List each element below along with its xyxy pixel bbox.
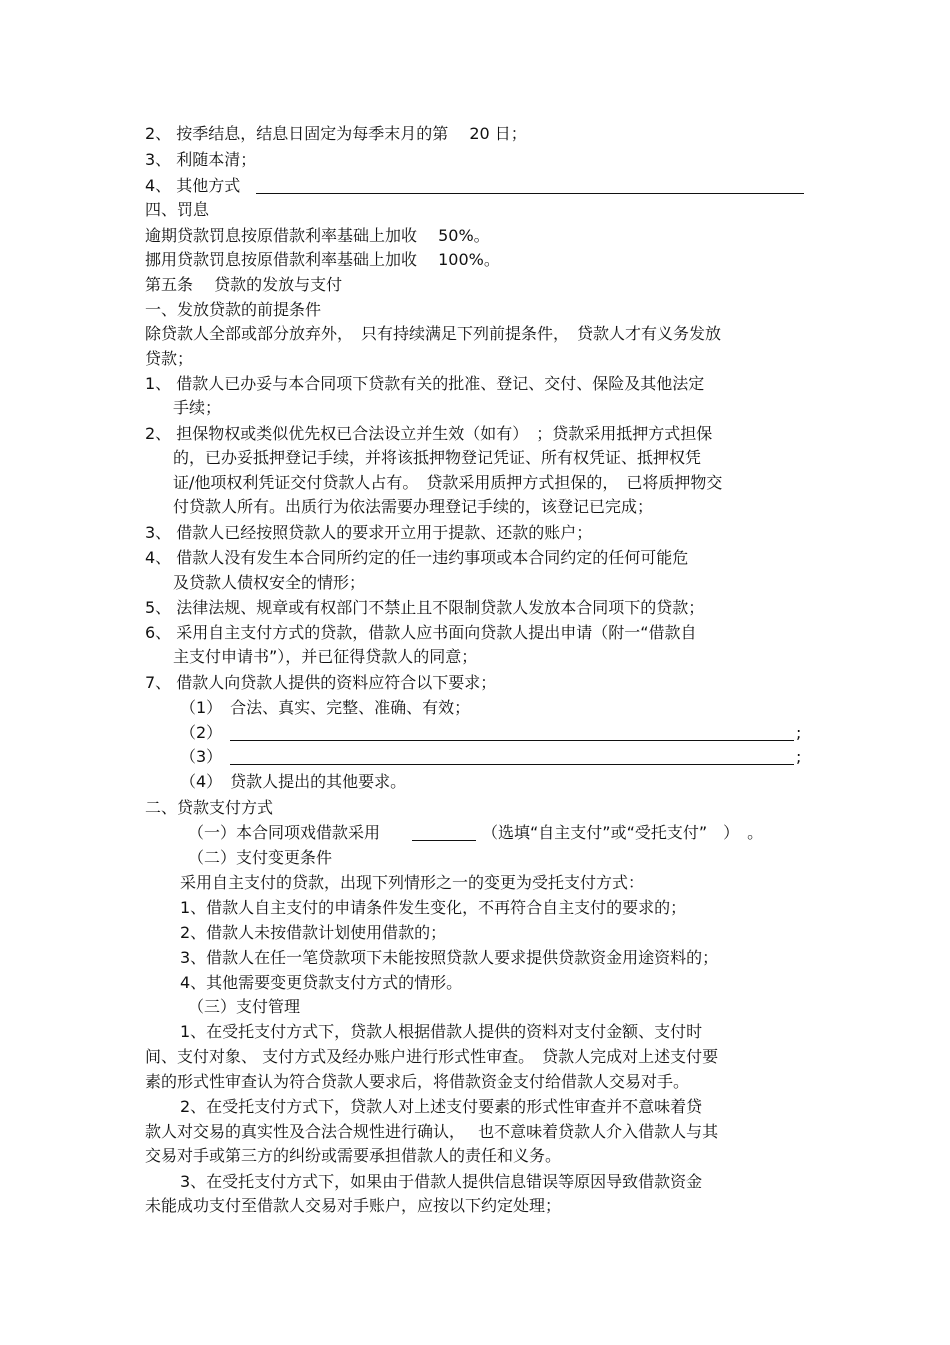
fill-in-blank: [230, 740, 794, 741]
subsection-heading: （二）支付变更条件: [188, 848, 333, 867]
text-line: 5、 法律法规、规章或有权部门不禁止且不限制贷款人发放本合同项下的贷款；: [145, 598, 705, 617]
text-line: 3、 借款人已经按照贷款人的要求开立用于提款、还款的账户；: [145, 523, 593, 542]
text-line: 1、 借款人已办妥与本合同项下贷款有关的批准、登记、交付、保险及其他法定: [145, 374, 705, 393]
text-line: 间、支付对象、 支付方式及经办账户进行形式性审查。 贷款人完成对上述支付要: [145, 1047, 719, 1066]
section-heading: 一、发放贷款的前提条件: [145, 300, 322, 319]
text-line: 1、借款人自主支付的申请条件发生变化，不再符合自主支付的要求的；: [180, 898, 687, 917]
text-line: 2、 担保物权或类似优先权已合法设立并生效（如有） ；贷款采用抵押方式担保: [145, 424, 713, 443]
text-line: 4、 借款人没有发生本合同所约定的任一违约事项或本合同约定的任何可能危: [145, 548, 689, 567]
text-line: 2、 按季结息，结息日固定为每季末月的第 20 日；: [145, 124, 527, 143]
fill-in-blank: [256, 193, 804, 194]
text-line: 除贷款人全部或部分放弃外， 只有持续满足下列前提条件， 贷款人才有义务发放: [145, 324, 722, 343]
text-line: （3）: [180, 747, 223, 766]
subsection-heading: （三）支付管理: [188, 997, 301, 1016]
text-line: 款人对交易的真实性及合法合规性进行确认， 也不意味着贷款人介入借款人与其: [145, 1122, 719, 1141]
text-line: （4） 贷款人提出的其他要求。: [180, 772, 407, 791]
text-line: 2、借款人未按借款计划使用借款的；: [180, 923, 447, 942]
text-line: 挪用贷款罚息按原借款利率基础上加收 100%。: [145, 250, 500, 269]
text-line: 3、 利随本清；: [145, 150, 257, 169]
text-line: 交易对手或第三方的纠纷或需要承担借款人的责任和义务。: [145, 1146, 562, 1165]
text-line: 付贷款人所有。出质行为依法需要办理登记手续的，该登记已完成；: [173, 497, 654, 516]
text-line: （2）: [180, 723, 223, 742]
semicolon: ;: [796, 747, 802, 766]
text-line: 7、 借款人向贷款人提供的资料应符合以下要求；: [145, 673, 497, 692]
text-line: 4、 其他方式: [145, 176, 241, 195]
text-line: （一）本合同项戏借款采用: [188, 823, 381, 842]
section-heading: 二、贷款支付方式: [145, 798, 274, 817]
text-line: 的，已办妥抵押登记手续，并将该抵押物登记凭证、所有权凭证、抵押权凭: [173, 448, 702, 467]
text-line: 证/他项权利凭证交付贷款人占有。 贷款采用质押方式担保的， 已将质押物交: [173, 473, 723, 492]
fill-in-blank: [412, 840, 476, 841]
text-line: 逾期贷款罚息按原借款利率基础上加收 50%。: [145, 226, 490, 245]
section-heading: 四、罚息: [145, 200, 210, 219]
text-line: 3、在受托支付方式下，如果由于借款人提供信息错误等原因导致借款资金: [180, 1172, 703, 1191]
text-line: 主支付申请书”），并已征得贷款人的同意；: [173, 647, 478, 666]
text-line: 手续；: [173, 398, 222, 417]
text-line: 3、借款人在任一笔贷款项下未能按照贷款人要求提供贷款资金用途资料的；: [180, 948, 719, 967]
text-line: 未能成功支付至借款人交易对手账户，应按以下约定处理；: [145, 1196, 562, 1215]
text-line: 素的形式性审查认为符合贷款人要求后，将借款资金支付给借款人交易对手。: [145, 1072, 690, 1091]
text-line: 4、其他需要变更贷款支付方式的情形。: [180, 973, 463, 992]
text-line: 采用自主支付的贷款，出现下列情形之一的变更为受托支付方式：: [180, 873, 645, 892]
text-line: 贷款；: [145, 349, 194, 368]
fill-in-blank: [230, 764, 794, 765]
text-line: （选填“自主支付”或“受托支付” ） 。: [482, 823, 764, 842]
semicolon: ;: [796, 723, 802, 742]
text-line: 1、在受托支付方式下，贷款人根据借款人提供的资料对支付金额、支付时: [180, 1022, 703, 1041]
text-line: 2、在受托支付方式下，贷款人对上述支付要素的形式性审查并不意味着贷: [180, 1097, 703, 1116]
text-line: 6、 采用自主支付方式的贷款，借款人应书面向贷款人提出申请（附一“借款自: [145, 623, 697, 642]
text-line: 及贷款人债权安全的情形；: [173, 573, 366, 592]
text-line: （1） 合法、真实、完整、准确、有效；: [180, 698, 471, 717]
article-heading: 第五条 贷款的发放与支付: [145, 275, 343, 294]
